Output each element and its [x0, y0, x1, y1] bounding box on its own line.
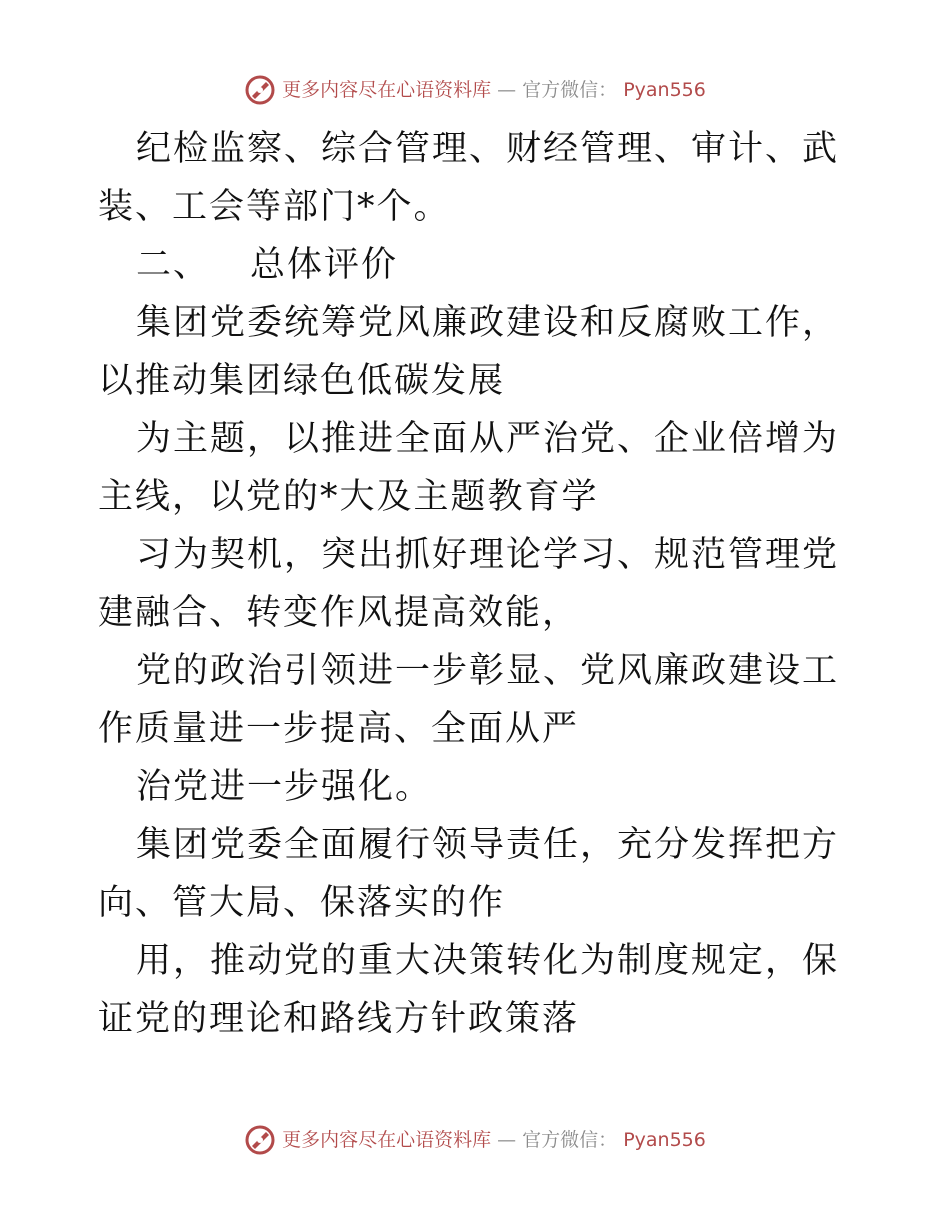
document-body	[98, 120, 858, 1048]
watermark-dash: —	[497, 1129, 517, 1151]
brand-logo-icon	[244, 74, 276, 106]
watermark-label: 官方微信：	[522, 79, 618, 101]
watermark-id: Pyan556	[623, 1129, 706, 1151]
paragraph-1: 纪检监察、综合管理、财经管理、审计、武装、工会等部门*个。	[98, 129, 840, 227]
footer-watermark	[0, 1124, 950, 1156]
paragraph-7: 集团党委全面履行领导责任，充分发挥把方向、管大局、保落实的作	[98, 825, 840, 923]
paragraph-2: 集团党委统筹党风廉政建设和反腐败工作，以推动集团绿色低碳发展	[98, 303, 840, 401]
watermark-text: 更多内容尽在心语资料库	[282, 79, 492, 101]
watermark-label: 官方微信：	[522, 1129, 618, 1151]
section-number: 二、	[136, 245, 211, 285]
brand-logo-icon	[244, 1124, 276, 1156]
watermark-dash: —	[497, 79, 517, 101]
watermark-id: Pyan556	[623, 79, 706, 101]
paragraph-3: 为主题，以推进全面从严治党、企业倍增为主线，以党的*大及主题教育学	[98, 419, 840, 517]
header-watermark	[0, 74, 950, 106]
paragraph-8: 用，推动党的重大决策转化为制度规定，保证党的理论和路线方针政策落	[98, 941, 840, 1039]
section-title: 总体评价	[250, 245, 399, 285]
watermark-text: 更多内容尽在心语资料库	[282, 1129, 492, 1151]
paragraph-5: 党的政治引领进一步彰显、党风廉政建设工作质量进一步提高、全面从严	[98, 651, 840, 749]
section-heading	[98, 236, 858, 294]
paragraph-4: 习为契机，突出抓好理论学习、规范管理党建融合、转变作风提高效能，	[98, 535, 840, 633]
paragraph-6: 治党进一步强化。	[136, 767, 433, 807]
